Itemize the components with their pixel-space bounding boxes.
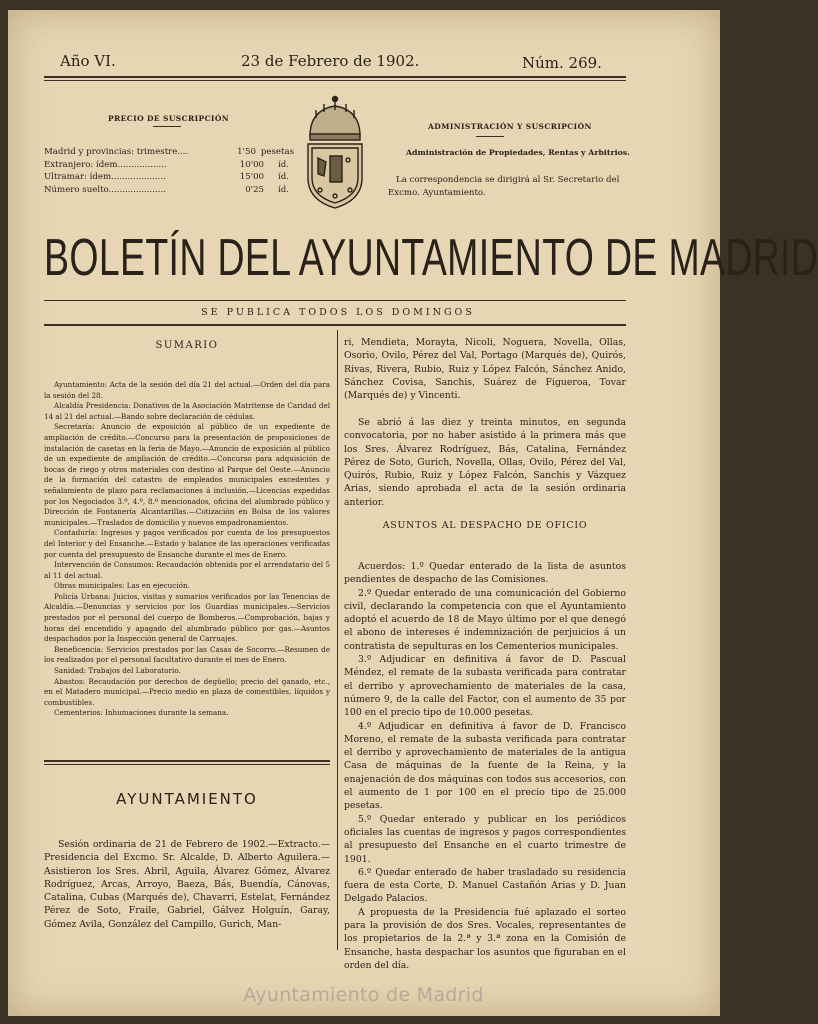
- sumario-entry: Ayuntamiento: Acta de la sesión del día 21 del actual.—Orden del día para la sesión del 28.: [44, 380, 330, 400]
- sumario-list: [44, 380, 330, 719]
- watermark: Ayuntamiento de Madrid: [243, 984, 484, 1006]
- sumario-entry: Intervención de Consumos: Recaudación obtenida por el arrendatario del 5 al 11 del actual.: [44, 560, 330, 580]
- issue-number: Núm. 269.: [522, 54, 602, 72]
- price-row: Madrid y provincias: trimestre.... 1'50 pesetas: [44, 147, 294, 157]
- masthead-rule-thin: [44, 80, 626, 81]
- ayuntamiento-lead: Sesión ordinaria de 21 de Febrero de 1902.—Extracto.—Presidencia del Excmo. Sr. Alcalde, D. Alberto Aguilera.—Asistieron los Sres. Abril, Aguila, Álvarez Gómez, Álvarez Rodríguez, Arcas, Arroyo, Baeza, Bás, Buendía, Cánovas, Catalina, Cubas (Marqués de), Chavarri, Estelat, Fernández Pérez de Soto, Fraile, Gabriel, Gálvez Holguín, Garay, Gómez Avila, González del Campillo, Gurich, Man-: [44, 839, 330, 930]
- acuerdo-item: Acuerdos: 1.º Quedar enterado de la lista de asuntos pendientes de despacho de las Comisiones.: [344, 561, 626, 586]
- admin-subheading: Administración de Propiedades, Rentas y Arbitrios.: [406, 148, 630, 157]
- price-row: Extranjero: ídem.................. 10'00 íd.: [44, 159, 289, 170]
- sumario-entry: Secretaría: Anuncio de exposición al público de un expediente de ampliación de crédito.—Concurso para la presentación de proposiciones de instalación de casetas en la feria de Mayo.—Anuncio de exposición al público de un expediente de ampliación de crédito.—Concurso para adquisición de bocas de riego y otros materiales con destino al Parque del Oeste.—Anuncio de la formación del catastro de empleados municipales excedentes y señalamiento de plazo para reclamaciones á inclusión.—Licencias expedidas por los Negociados 3.º, 4.º, 8.º mencionados, oficina del alumbrado público y Dirección de Fontanería Alcantarillas.—Cotización en Bolsa de los valores municipales.—Traslados de domicilio y nuevos empadronamientos.: [44, 422, 330, 527]
- coat-of-arms-icon: [302, 96, 368, 214]
- price-heading: PRECIO DE SUSCRIPCIÓN: [108, 114, 230, 123]
- acuerdo-item: 3.º Adjudicar en definitiva á favor de D. Pascual Méndez, el remate de la subasta verificada para contratar el derribo y aprovechamiento de materiales de la casa, número 9, de la calle del Factor, con el aumento de 35 por 100 en el precio tipo de 10.000 pesetas.: [344, 654, 626, 719]
- price-row: Ultramar: ídem.................... 15'00 íd.: [44, 172, 289, 183]
- sumario-entry: Obras municipales: Las en ejecución.: [54, 581, 190, 591]
- acuerdos-list: [344, 560, 626, 972]
- price-row: Número suelto..................... 0'25 íd.: [44, 184, 289, 195]
- attendance-continuation: ri, Mendieta, Morayta, Nicoli, Noguera, Novella, Ollas, Osorio, Ovilo, Pérez del Val, Portago (Marqués de), Quirós, Rivas, Rivera, Rubio, Ruiz y López Falcón, Sánchez Anido, Sánchez Covisa, Sanchis, Suárez de Figueroa, Tovar (Marqués de) y Vincenti.: [344, 337, 626, 402]
- ayuntamiento-heading: AYUNTAMIENTO: [116, 790, 258, 808]
- tagline-rule-top: [44, 300, 626, 301]
- sumario-entry: Alcaldía Presidencia: Donativos de la Asociación Matritense de Caridad del 14 al 21 del actual.—Bando sobre declaración de cédulas.: [44, 401, 330, 421]
- acuerdo-item: 4.º Adjudicar en definitiva á favor de D. Francisco Moreno, el remate de la subasta verificada para contratar el derribo y aprovechamiento de materiales de la antigua Casa de máquinas de la fuente de la Reina, y la enajenación de dos máquinas con todos sus accesorios, con el aumento de 1 por 100 en el precio tipo de 25.000 pesetas.: [344, 720, 626, 812]
- admin-heading: ADMINISTRACIÓN Y SUSCRIPCIÓN: [428, 122, 592, 131]
- sumario-entry: Policía Urbana: Juicios, visitas y sumarios verificados por las Tenencias de Alcaldía.—Denuncias y servicios por los Guardias municipales.—Servicios prestados por el personal del cuerpo de Bomberos.—Comprobación, bajas y horas del encendido y apagado del alumbrado público por gas.—Asuntos despachados por la Inspección general de Carruajes.: [44, 591, 330, 644]
- acuerdo-item: 5.º Quedar enterado y publicar en los periódicos oficiales las cuentas de ingresos y pagos correspondientes al presupuesto del Ensanche en el cuarto trimestre de 1901.: [344, 813, 626, 865]
- column-divider: [337, 330, 338, 950]
- newspaper-page: [8, 10, 818, 1016]
- section-rule-thin: [44, 764, 330, 765]
- sumario-entry: Abastos: Recaudación por derechos de degüello; precio del ganado, etc., en el Matadero municipal.—Precio medio en plaza de comestibles, líquidos y combustibles.: [44, 676, 330, 707]
- asuntos-heading: ASUNTOS AL DESPACHO DE OFICIO: [382, 520, 588, 531]
- issue-year: Año VI.: [60, 52, 116, 70]
- sumario-entry: Beneficencia: Servicios prestados por las Casas de Socorro.—Resumen de los realizados por el personal facultativo durante el mes de Enero.: [44, 644, 330, 665]
- acuerdo-item: 2.º Quedar enterado de una comunicación del Gobierno civil, declarando la competencia con que el Ayuntamiento adoptó el acuerdo de 18 de Mayo último por el que denegó el abono de intereses é indemnización de perjuicios á un contratista de sepulturas en los Cementerios municipales.: [344, 587, 626, 652]
- admin-heading-rule: [476, 136, 504, 137]
- section-rule: [44, 760, 330, 762]
- price-table: [44, 146, 294, 196]
- session-opening: Se abrió á las diez y treinta minutos, en segunda convocatoria, por no haber asistido á la primera más que los Sres. Álvarez Rodríguez, Bás, Catalina, Fernández Pérez de Soto, Gurich, Novella, Ollas, Ovilo, Pérez del Val, Quirós, Rubio, Ruiz y López Falcón, Sanchis y Vázquez Arias, siendo aprobada el acta de la sesión ordinaria anterior.: [344, 417, 626, 508]
- tagline: SE PUBLICA TODOS LOS DOMINGOS: [201, 307, 475, 318]
- tagline-rule-bottom: [44, 324, 626, 326]
- price-heading-rule: [153, 126, 181, 127]
- sumario-heading: SUMARIO: [155, 340, 219, 351]
- acuerdo-item: 6.º Quedar enterado de haber trasladado su residencia fuera de esta Corte, D. Manuel Castañón Arias y D. Juan Delgado Palacios.: [344, 866, 626, 905]
- newspaper-title: BOLETÍN DEL AYUNTAMIENTO DE MADRID: [44, 229, 818, 287]
- admin-note: La correspondencia se dirigirá al Sr. Secretario del Excmo. Ayuntamiento.: [388, 175, 620, 198]
- masthead-rule: [44, 76, 626, 78]
- sumario-entry: Cementerios: Inhumaciones durante la semana.: [54, 708, 229, 718]
- issue-date: 23 de Febrero de 1902.: [241, 52, 420, 70]
- sumario-entry: Contaduría: Ingresos y pagos verificados por cuenta de los presupuestos del Interior y del Ensanche.—Estado y balance de las operaciones verificadas por cuenta del presupuesto de Ensanche durante el mes de Enero.: [44, 528, 330, 559]
- acuerdo-item: A propuesta de la Presidencia fué aplazado el sorteo para la provisión de dos Sres. Vocales, representantes de los propietarios de la 2.ª y 3.ª zona en la Comisión de Ensanche, hasta despachar los asuntos que figuraban en el orden del día.: [344, 906, 626, 971]
- sumario-entry: Sanidad: Trabajos del Laboratorio.: [54, 666, 181, 676]
